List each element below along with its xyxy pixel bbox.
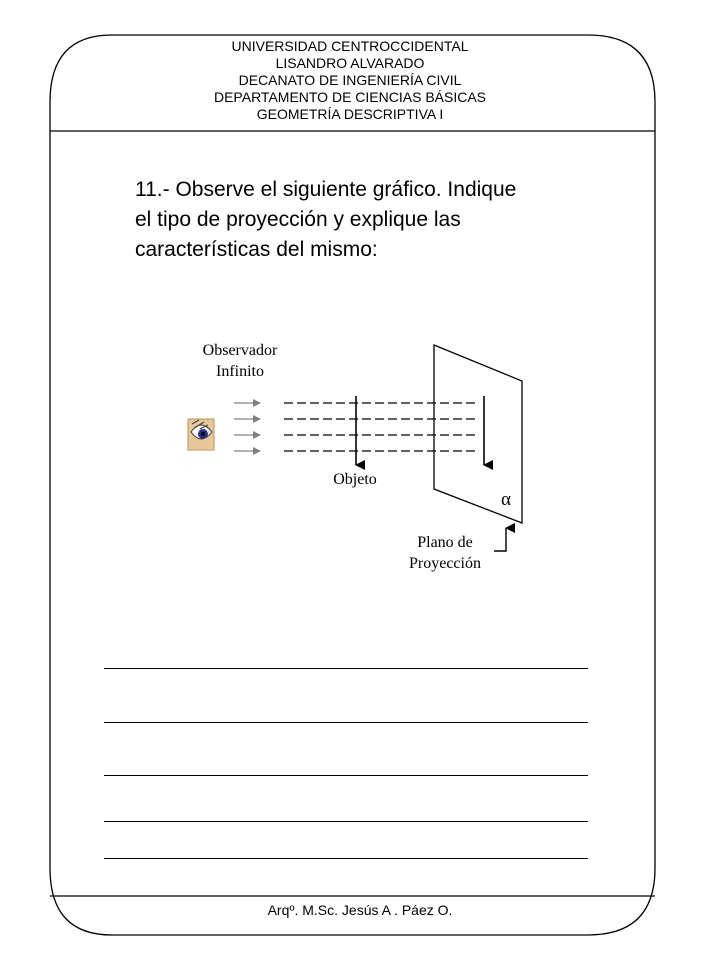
footer-author: Arqº. M.Sc. Jesús A . Páez O.: [267, 902, 453, 918]
answer-line: [104, 722, 588, 723]
question-line-3: características del mismo:: [135, 238, 378, 261]
answer-line: [104, 821, 588, 822]
eye-icon: [188, 419, 214, 450]
observer-label-line-2: Infinito: [216, 363, 264, 380]
answer-line: [104, 668, 588, 669]
question-line-2: el tipo de proyección y explique las: [135, 208, 461, 231]
question-line-1: 11.- Observe el siguiente gráfico. Indique: [135, 178, 517, 201]
plane-label-line-1: Plano de: [417, 534, 473, 551]
projection-rays: [234, 403, 260, 451]
header-campus: LISANDRO ALVARADO: [275, 55, 425, 71]
answer-line: [104, 775, 588, 776]
answer-line: [104, 858, 588, 859]
dashed-projectors: [284, 403, 476, 451]
header-course: GEOMETRÍA DESCRIPTIVA I: [256, 106, 444, 122]
observer-label-line-1: Observador: [202, 342, 278, 359]
plane-label: [385, 532, 505, 574]
plane-label-line-2: Proyección: [409, 555, 481, 572]
header-university: UNIVERSIDAD CENTROCCIDENTAL: [231, 38, 469, 54]
observer-label: [170, 340, 310, 382]
alpha-label: α: [501, 489, 511, 510]
object-label: Objeto: [333, 471, 377, 488]
header-department: DEPARTAMENTO DE CIENCIAS BÁSICAS: [213, 89, 487, 105]
header-faculty: DECANATO DE INGENIERÍA CIVIL: [238, 72, 462, 88]
